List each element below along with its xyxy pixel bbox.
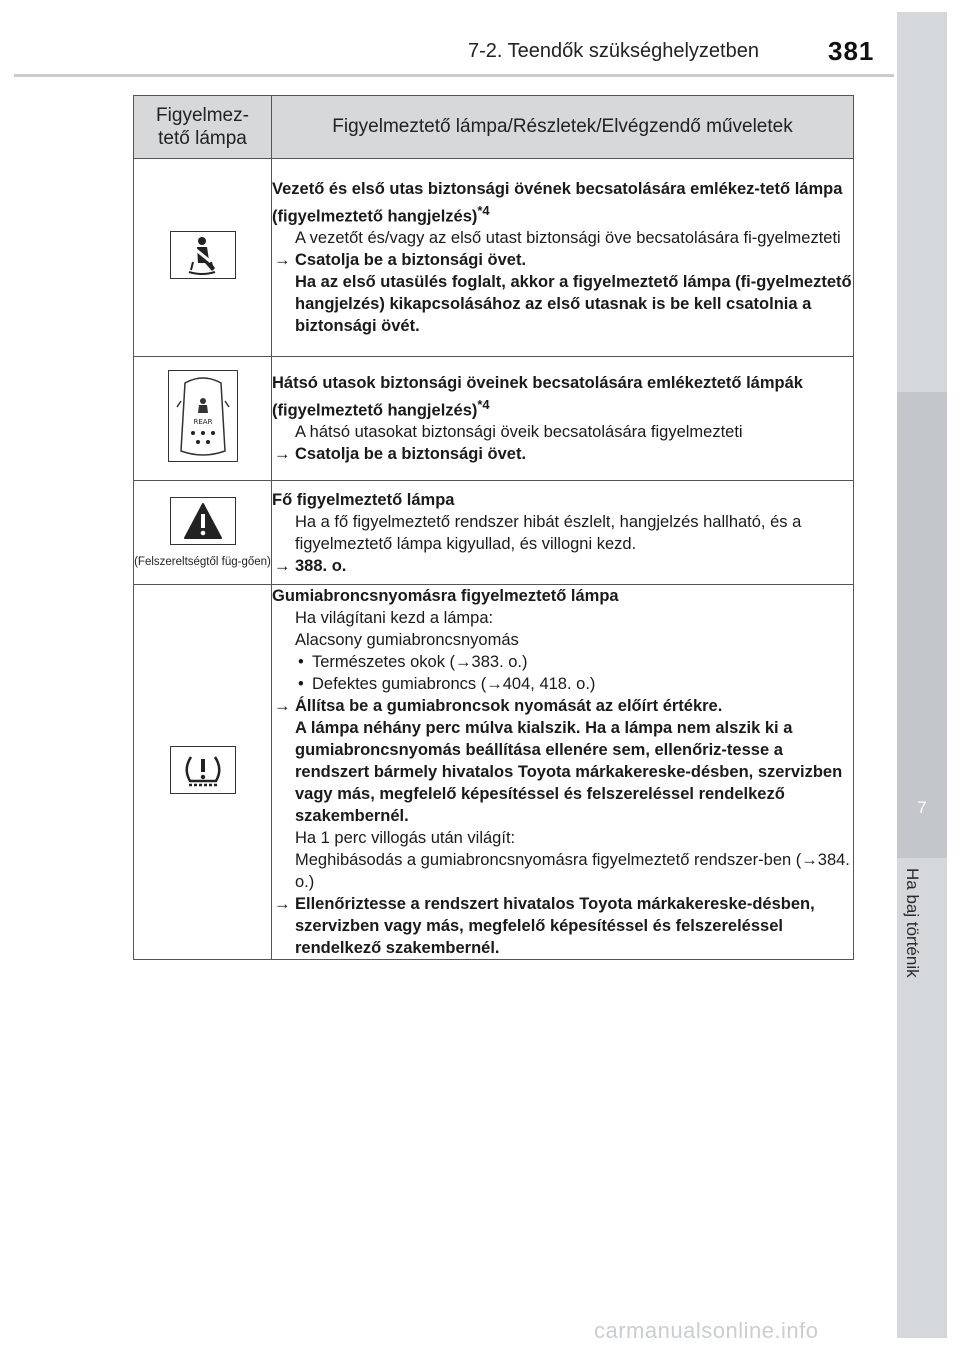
col-header-lamp: Figyelmez-tető lámpa bbox=[134, 96, 272, 159]
row-body: A vezetőt és/vagy az első utast biztonsági öve becsatolására fi-gyelmezteti bbox=[295, 229, 841, 248]
row-title: Hátsó utasok biztonsági öveinek becsatolására emlékeztető lámpák (figyelmeztető hangjelzés) bbox=[272, 373, 803, 420]
footnote-ref: *4 bbox=[477, 202, 490, 218]
table-row bbox=[134, 159, 854, 357]
side-tab-top bbox=[897, 12, 947, 392]
side-tab-chapter bbox=[897, 392, 947, 858]
row-action-note: Ha az első utasülés foglalt, akkor a figyelmeztető lámpa (fi-gyelmeztető hangjelzés) kikapcsolásához az első utasnak is be kell csatolnia a biztonsági övét. bbox=[295, 273, 852, 336]
arrow-icon: → bbox=[274, 251, 291, 270]
row-line: Ha világítani kezd a lámpa: bbox=[295, 609, 494, 627]
footnote-ref: *4 bbox=[477, 396, 490, 412]
row-action: 388. o. bbox=[295, 556, 347, 575]
row-action: Csatolja be a biztonsági övet. bbox=[295, 445, 527, 464]
arrow-icon: → bbox=[801, 851, 818, 869]
master-warning-icon bbox=[170, 497, 236, 545]
table-header-row bbox=[134, 96, 854, 159]
arrow-icon: → bbox=[274, 697, 291, 715]
arrow-icon: → bbox=[455, 653, 472, 671]
col-header-details: Figyelmeztető lámpa/Részletek/Elvégzendő műveletek bbox=[272, 96, 854, 159]
row-title: Gumiabroncsnyomásra figyelmeztető lámpa bbox=[272, 587, 619, 605]
row-title: Fő figyelmeztető lámpa bbox=[272, 490, 455, 509]
rear-seatbelt-reminder-icon bbox=[168, 370, 238, 462]
table-row bbox=[134, 357, 854, 481]
equipment-caption: (Felszereltségtől füg-gően) bbox=[134, 555, 271, 568]
rear-label: REAR bbox=[193, 418, 212, 426]
arrow-icon: → bbox=[274, 895, 291, 913]
tire-pressure-warning-icon bbox=[170, 746, 236, 794]
row-line: Ha 1 perc villogás után világít: bbox=[295, 829, 516, 847]
row-action-note: A lámpa néhány perc múlva kialszik. Ha a lámpa nem alszik ki a gumiabroncsnyomás beállítása ellenére sem, ellenőriz-tesse a rendszert bármely hivatalos Toyota márkakereske-désben, szervizben vagy más, megfelelő képesítéssel és felszereléssel rendelkező szakembernél. bbox=[295, 719, 843, 825]
table-row bbox=[134, 481, 854, 585]
row-action: Ellenőriztesse a rendszert hivatalos Toyota márkakereske-désben, szervizben vagy más, megfelelő képesítéssel és felszereléssel rendelkező szakembernél. bbox=[295, 895, 815, 957]
seatbelt-reminder-icon bbox=[170, 231, 236, 279]
arrow-icon: → bbox=[274, 556, 291, 575]
arrow-icon: → bbox=[486, 675, 503, 693]
row-action: Állítsa be a gumiabroncsok nyomását az előírt értékre. bbox=[295, 697, 723, 715]
watermark: carmanualsonline.info bbox=[594, 1318, 819, 1343]
table-row bbox=[134, 585, 854, 960]
row-body: Ha a fő figyelmeztető rendszer hibát észlelt, hangjelzés hallható, és a figyelmeztető lámpa kigyullad, és villogni kezd. bbox=[295, 512, 802, 553]
header-divider bbox=[14, 74, 894, 77]
arrow-icon: → bbox=[274, 445, 291, 464]
row-body: A hátsó utasokat biztonsági öveik becsatolására figyelmezteti bbox=[295, 423, 743, 442]
page-number: 381 bbox=[828, 36, 875, 66]
warning-lights-table bbox=[133, 95, 854, 960]
section-title: 7-2. Teendők szükséghelyzetben bbox=[468, 40, 759, 62]
row-line: Meghibásodás a gumiabroncsnyomásra figyelmeztető rendszer-ben (→384. o.) bbox=[295, 851, 850, 891]
list-item: • Természetes okok (→383. o.) bbox=[298, 653, 528, 671]
chapter-label: Ha baj történik bbox=[903, 868, 922, 978]
row-title: Vezető és első utas biztonsági övének becsatolására emlékez-tető lámpa (figyelmeztető hangjelzés) bbox=[272, 179, 843, 226]
row-line: Alacsony gumiabroncsnyomás bbox=[295, 631, 519, 649]
list-item: • Defektes gumiabroncs (→404, 418. o.) bbox=[298, 675, 596, 693]
row-action: Csatolja be a biztonsági övet. bbox=[295, 251, 527, 270]
chapter-number: 7 bbox=[917, 798, 927, 817]
